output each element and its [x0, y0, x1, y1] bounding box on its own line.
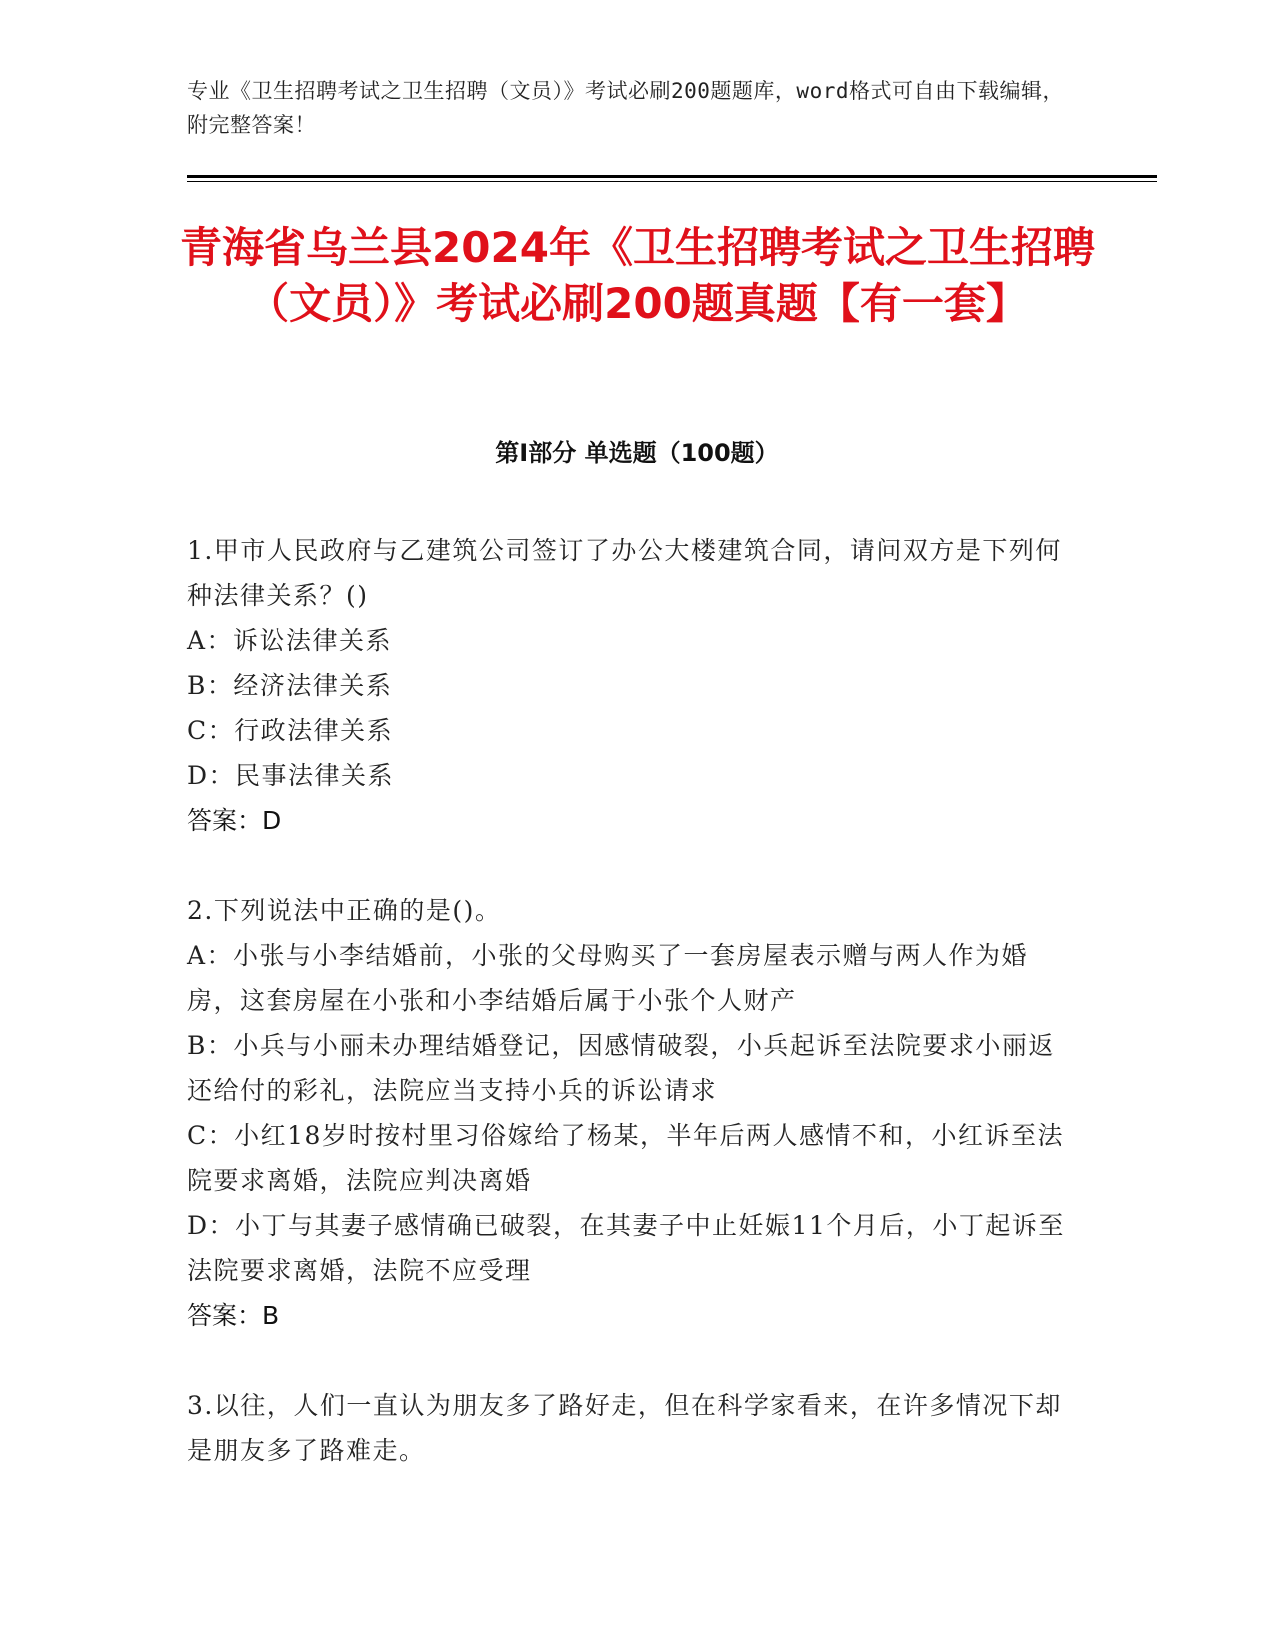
- question-3: [187, 1383, 1067, 1473]
- option-a: A：小张与小李结婚前，小张的父母购买了一套房屋表示赠与两人作为婚房，这套房屋在小张和小李结婚后属于小张个人财产: [187, 941, 1029, 1015]
- option-c: C：小红18岁时按村里习俗嫁给了杨某，半年后两人感情不和，小红诉至法院要求离婚，法院应判决离婚: [187, 1121, 1064, 1195]
- option-d: D：小丁与其妻子感情确已破裂，在其妻子中止妊娠11个月后，小丁起诉至法院要求离婚，法院不应受理: [187, 1211, 1065, 1285]
- question-2: [187, 888, 1067, 1338]
- option-c: C：行政法律关系: [187, 716, 394, 745]
- option-b: B：小兵与小丽未办理结婚登记，因感情破裂，小兵起诉至法院要求小丽返还给付的彩礼，法院应当支持小兵的诉讼请求: [187, 1031, 1055, 1105]
- section-title: 第I部分 单选题（100题）: [495, 439, 779, 467]
- header-divider-thick: [187, 175, 1157, 178]
- question-stem: 3.以往，人们一直认为朋友多了路好走，但在科学家看来，在许多情况下却是朋友多了路难走。: [187, 1391, 1062, 1465]
- option-d: D：民事法律关系: [187, 761, 395, 790]
- question-stem: 2.下列说法中正确的是()。: [187, 896, 502, 925]
- answer: 答案：B: [187, 1301, 280, 1330]
- question-list: [187, 528, 1067, 1518]
- option-b: B：经济法律关系: [187, 671, 393, 700]
- option-a: A：诉讼法律关系: [187, 626, 393, 655]
- question-stem: 1.甲市人民政府与乙建筑公司签订了办公大楼建筑合同，请问双方是下列何种法律关系？(): [187, 536, 1062, 610]
- header-note: 专业《卫生招聘考试之卫生招聘（文员）》考试必刷200题题库，word格式可自由下载编辑，附完整答案！: [187, 79, 1064, 137]
- question-1: [187, 528, 1067, 843]
- header-divider-thin: [187, 181, 1157, 182]
- document-title: 青海省乌兰县2024年《卫生招聘考试之卫生招聘（文员）》考试必刷200题真题【有一套】: [180, 223, 1095, 328]
- answer: 答案：D: [187, 806, 282, 835]
